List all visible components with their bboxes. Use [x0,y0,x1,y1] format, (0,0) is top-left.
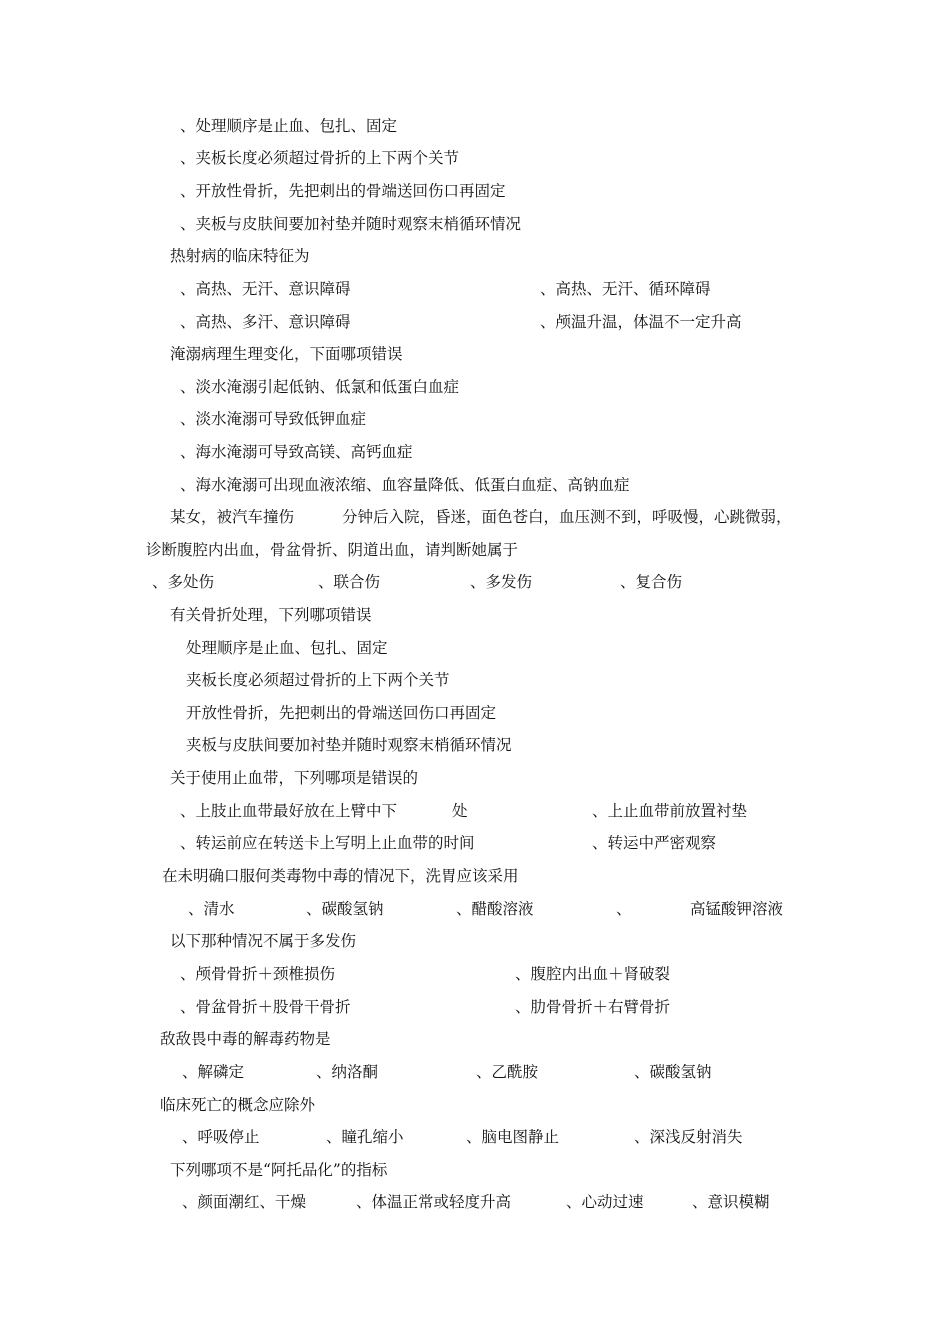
option-line: 、 [616,900,632,918]
option-line: 、夹板长度必须超过骨折的上下两个关节 [180,149,460,167]
question-line: 以下那种情况不属于多发伤 [170,932,357,950]
option-line: 、碳酸氢钠 [634,1063,712,1081]
option-line: 、乙酰胺 [476,1063,539,1081]
option-line: 、肋骨骨折＋右臂骨折 [515,998,671,1016]
option-line: 处 [452,802,468,820]
question-line: 敌敌畏中毒的解毒药物是 [160,1030,331,1048]
option-line: 、处理顺序是止血、包扎、固定 [180,117,398,135]
option-line: 、转运前应在转送卡上写明上止血带的时间 [180,834,475,852]
option-line: 、高热、无汗、循环障碍 [540,280,711,298]
option-line: 、颅温升温，体温不一定升高 [540,313,742,331]
option-line: 、深浅反射消失 [634,1128,743,1146]
option-line: 、呼吸停止 [182,1128,260,1146]
option-line: 、多处伤 [152,573,215,591]
option-line: 高锰酸钾溶液 [690,900,784,918]
option-line: 、腹腔内出血＋肾破裂 [515,965,671,983]
option-line: 开放性骨折，先把刺出的骨端送回伤口再固定 [186,704,497,722]
option-line: 处理顺序是止血、包扎、固定 [186,639,388,657]
option-line: 、复合伤 [620,573,683,591]
question-line: 有关骨折处理，下列哪项错误 [170,606,372,624]
question-line: 关于使用止血带，下列哪项是错误的 [170,769,419,787]
option-line: 、高热、无汗、意识障碍 [180,280,351,298]
question-line: 下列哪项不是“阿托品化”的指标 [170,1161,388,1179]
option-line: 、脑电图静止 [466,1128,560,1146]
option-line: 夹板与皮肤间要加衬垫并随时观察末梢循环情况 [186,736,512,754]
question-line: 某女，被汽车撞伤 [170,508,295,526]
option-line: 、转运中严密观察 [592,834,717,852]
option-line: 、夹板与皮肤间要加衬垫并随时观察末梢循环情况 [180,215,522,233]
option-line: 、联合伤 [318,573,381,591]
option-line: 、海水淹溺可出现血液浓缩、血容量降低、低蛋白血症、高钠血症 [180,476,630,494]
option-line: 、心动过速 [566,1193,644,1211]
option-line: 、醋酸溶液 [456,900,534,918]
option-line: 、多发伤 [470,573,533,591]
option-line: 夹板长度必须超过骨折的上下两个关节 [186,671,450,689]
option-line: 、上肢止血带最好放在上臂中下 [180,802,398,820]
question-line: 诊断腹腔内出血，骨盆骨折、阴道出血，请判断她属于 [146,541,519,559]
question-line: 临床死亡的概念应除外 [160,1096,316,1114]
option-line: 、体温正常或轻度升高 [356,1193,512,1211]
question-line: 分钟后入院，昏迷，面色苍白，血压测不到，呼吸慢，心跳微弱， [342,508,792,526]
question-line: 在未明确口服何类毒物中毒的情况下，洗胃应该采用 [162,867,519,885]
option-line: 、海水淹溺可导致高镁、高钙血症 [180,443,413,461]
option-line: 、开放性骨折，先把刺出的骨端送回伤口再固定 [180,182,506,200]
question-line: 淹溺病理生理变化，下面哪项错误 [170,345,403,363]
option-line: 、颅骨骨折＋颈椎损伤 [180,965,336,983]
option-line: 、解磷定 [182,1063,245,1081]
option-line: 、清水 [188,900,235,918]
option-line: 、意识模糊 [692,1193,770,1211]
option-line: 、颜面潮红、干燥 [182,1193,307,1211]
option-line: 、上止血带前放置衬垫 [592,802,748,820]
option-line: 、淡水淹溺可导致低钾血症 [180,410,367,428]
option-line: 、淡水淹溺引起低钠、低氯和低蛋白血症 [180,378,460,396]
question-line: 热射病的临床特征为 [170,247,310,265]
option-line: 、骨盆骨折＋股骨干骨折 [180,998,351,1016]
option-line: 、纳洛酮 [316,1063,379,1081]
option-line: 、瞳孔缩小 [326,1128,404,1146]
option-line: 、高热、多汗、意识障碍 [180,313,351,331]
option-line: 、碳酸氢钠 [306,900,384,918]
